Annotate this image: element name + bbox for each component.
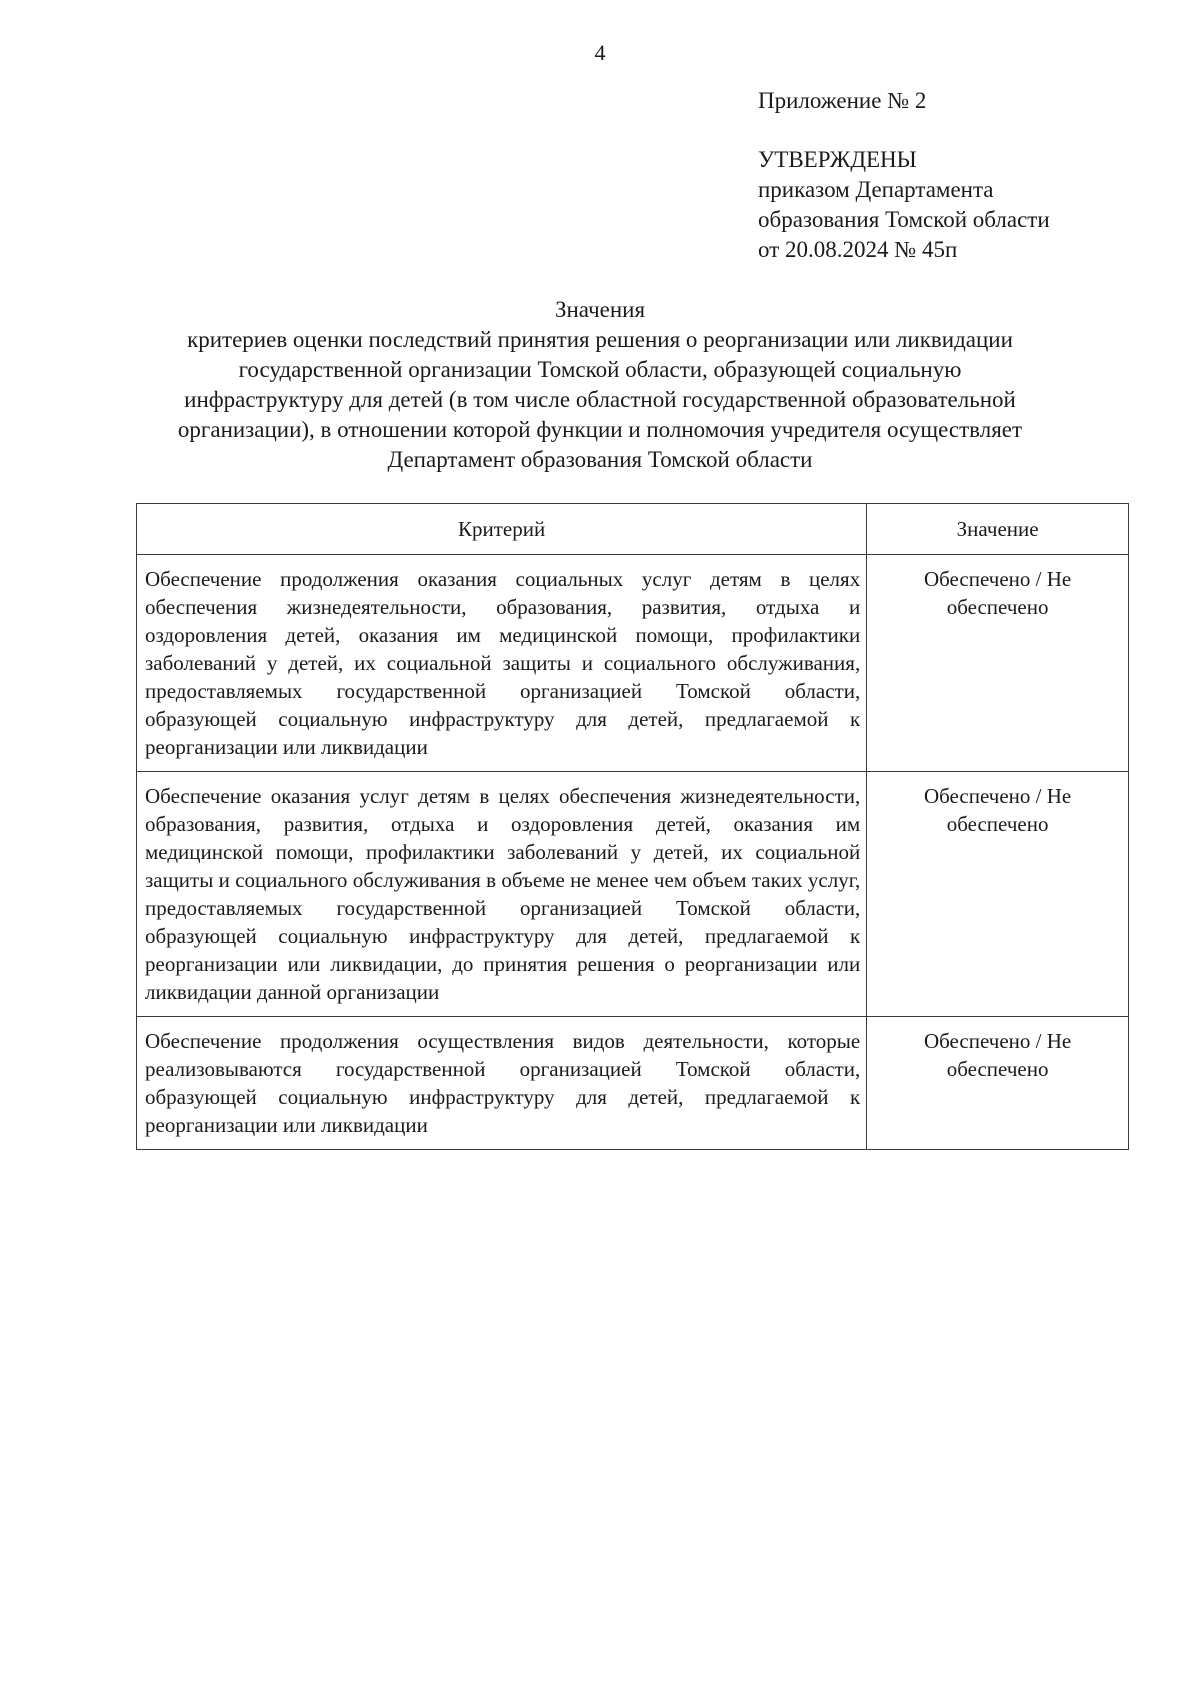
criterion-cell: Обеспечение оказания услуг детям в целях обеспечения жизнедеятельности, образования, развития, отдыха и оздоровления детей, оказания им медицинской помощи, профилактики заболеваний у детей, их социальной защиты и социального обслуживания в объеме не менее чем объем таких услуг, предоставляемых государственной организацией Томской области, образующей социальную инфраструктуру для детей, предлагаемой к реорганизации или ликвидации, до принятия решения о реорганизации или ликвидации данной организации — [137, 772, 867, 1017]
title-line-4: организации), в отношении которой функции и полномочия учредителя осуществляет — [177, 417, 1023, 442]
header-value: Значение — [867, 504, 1129, 555]
approval-line-2: образования Томской области — [758, 207, 1050, 232]
value-cell: Обеспечено / Не обеспечено — [867, 555, 1129, 772]
criterion-cell: Обеспечение продолжения осуществления видов деятельности, которые реализовываются государственной организацией Томской области, образующей социальную инфраструктуру для детей, предлагаемой к реорганизации или ликвидации — [137, 1017, 867, 1150]
approval-block — [758, 86, 1050, 265]
criterion-cell: Обеспечение продолжения оказания социальных услуг детям в целях обеспечения жизнедеятельности, образования, развития, отдыха и оздоровления детей, оказания им медицинской помощи, профилактики заболеваний у детей, их социальной защиты и социального обслуживания, предоставляемых государственной организацией Томской области, образующей социальную инфраструктуру для детей, предлагаемой к реорганизации или ликвидации — [137, 555, 867, 772]
approval-line-1: приказом Департамента — [758, 177, 994, 202]
header-criterion: Критерий — [137, 504, 867, 555]
document-title — [0, 295, 1200, 475]
value-cell: Обеспечено / Не обеспечено — [867, 1017, 1129, 1150]
title-line-5: Департамент образования Томской области — [387, 447, 813, 472]
approved-label: УТВЕРЖДЕНЫ — [758, 147, 917, 172]
annex-label: Приложение № 2 — [758, 88, 927, 113]
page-number: 4 — [594, 40, 606, 65]
table-row — [137, 1017, 1129, 1150]
approval-line-3: от 20.08.2024 № 45п — [758, 237, 958, 262]
title-heading: Значения — [554, 297, 646, 322]
criteria-table — [136, 503, 1129, 1150]
title-line-3: инфраструктуру для детей (в том числе областной государственной образовательной — [184, 387, 1016, 412]
table-header-row — [137, 504, 1129, 555]
table-row — [137, 555, 1129, 772]
table-row — [137, 772, 1129, 1017]
title-line-2: государственной организации Томской области, образующей социальную — [238, 357, 962, 382]
title-line-1: критериев оценки последствий принятия решения о реорганизации или ликвидации — [187, 327, 1013, 352]
value-cell: Обеспечено / Не обеспечено — [867, 772, 1129, 1017]
